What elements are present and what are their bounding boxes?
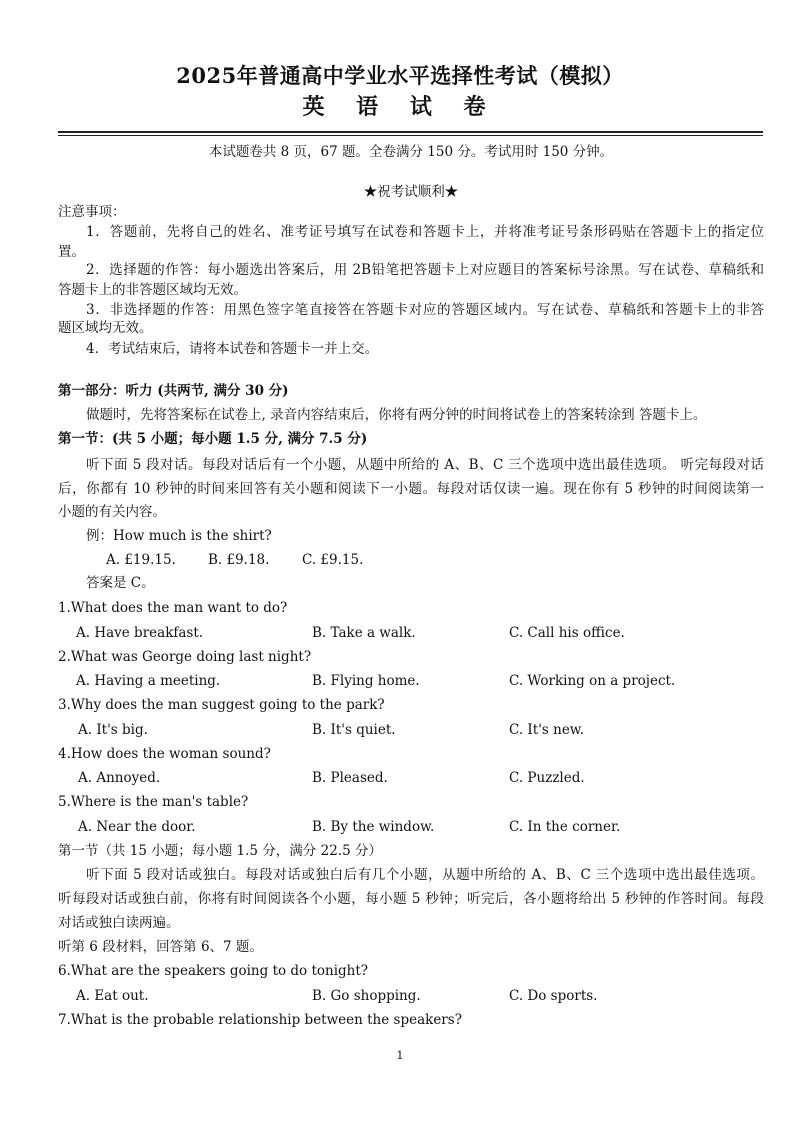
- notice-item-3: 3．非选择题的作答：用黑色签字笔直接答在答题卡对应的答题区域内。写在试卷、草稿纸和答题卡上的非答: [86, 302, 764, 318]
- q4-option-b: B. Pleased.: [312, 770, 388, 786]
- example-answer: 答案是 C。: [86, 575, 155, 591]
- q1-option-a: A. Have breakfast.: [76, 625, 204, 641]
- header-divider-thick: [58, 131, 763, 133]
- example-option-b: B. £9.18.: [208, 552, 270, 568]
- part1-instruction: 做题时，先将答案标在试卷上, 录音内容结束后，你将有两分钟的时间将试卷上的答案转涂到 答题卡上。: [86, 407, 707, 423]
- question-2: 2.What was George doing last night?: [58, 649, 312, 665]
- notice-item-3-cont: 题区域均无效。: [58, 320, 153, 336]
- exam-subtitle: 英 语 试 卷: [302, 94, 498, 120]
- q2-option-a: A. Having a meeting.: [76, 673, 221, 689]
- good-luck-wish: ★祝考试顺利★: [363, 184, 459, 200]
- question-7: 7.What is the probable relationship between the speakers?: [58, 1012, 462, 1028]
- q1-option-c: C. Call his office.: [509, 625, 625, 641]
- section1-instruction-3: 小题的有关内容。: [58, 504, 166, 520]
- exam-info: 本试题卷共 8 页，67 题。全卷满分 150 分。考试用时 150 分钟。: [208, 144, 614, 160]
- q4-option-a: A. Annoyed.: [78, 770, 161, 786]
- section1-instruction-1: 听下面 5 段对话。每段对话后有一个小题，从题中所给的 A、B、C 三个选项中选出最佳选项。 听完每段对话: [86, 457, 764, 473]
- notice-item-1-cont: 置。: [58, 244, 85, 260]
- q5-option-c: C. In the corner.: [509, 819, 621, 835]
- q3-option-c: C. It's new.: [509, 722, 585, 738]
- q3-option-b: B. It's quiet.: [312, 722, 396, 738]
- q6-option-c: C. Do sports.: [509, 988, 598, 1004]
- section2-heading: 第一节（共 15 小题；每小题 1.5 分，满分 22.5 分）: [58, 843, 382, 859]
- example-question: 例：How much is the shirt?: [86, 528, 272, 544]
- section1-heading: 第一节：(共 5 小题；每小题 1.5 分, 满分 7.5 分): [58, 431, 368, 447]
- notice-item-2-cont: 答题卡上的非答题区域均无效。: [58, 282, 247, 298]
- notice-item-2: 2．选择题的作答：每小题选出答案后，用 2B铅笔把答题卡上对应题目的答案标号涂黑。写在试卷、草稿纸和: [86, 262, 764, 278]
- header-divider-thin: [58, 135, 763, 136]
- example-option-a: A. £19.15.: [106, 552, 176, 568]
- q1-option-b: B. Take a walk.: [312, 625, 416, 641]
- part1-heading: 第一部分：听力 (共两节, 满分 30 分): [58, 383, 289, 399]
- section2-instruction-2: 听每段对话或独白前，你将有时间阅读各个小题，每小题 5 秒钟；听完后，各小题将给出 5 秒钟的作答时间。每段: [58, 891, 764, 907]
- section2-instruction-1: 听下面 5 段对话或独白。每段对话或独白后有几个小题，从题中所给的 A、B、C 三个选项中选出最佳选项。: [86, 867, 764, 883]
- q6-option-a: A. Eat out.: [76, 988, 149, 1004]
- question-1: 1.What does the man want to do?: [58, 600, 288, 616]
- question-3: 3.Why does the man suggest going to the park?: [58, 697, 385, 713]
- material-6-heading: 听第 6 段材料，回答第 6、7 题。: [58, 939, 263, 955]
- example-option-c: C. £9.15.: [302, 552, 364, 568]
- q2-option-b: B. Flying home.: [312, 673, 420, 689]
- q5-option-b: B. By the window.: [312, 819, 435, 835]
- notice-heading: 注意事项：: [58, 204, 126, 220]
- question-6: 6.What are the speakers going to do tonight?: [58, 963, 369, 979]
- page-number: 1: [396, 1049, 404, 1062]
- question-5: 5.Where is the man's table?: [58, 794, 249, 810]
- q4-option-c: C. Puzzled.: [509, 770, 585, 786]
- q3-option-a: A. It's big.: [78, 722, 148, 738]
- q5-option-a: A. Near the door.: [78, 819, 196, 835]
- question-4: 4.How does the woman sound?: [58, 746, 271, 762]
- notice-item-4: 4．考试结束后，请将本试卷和答题卡一并上交。: [86, 341, 379, 357]
- q6-option-b: B. Go shopping.: [312, 988, 421, 1004]
- section1-instruction-2: 后，你都有 10 秒钟的时间来回答有关小题和阅读下一小题。每段对话仅读一遍。现在你有 5 秒钟的时间阅读第一: [58, 481, 764, 497]
- section2-instruction-3: 对话或独白读两遍。: [58, 915, 180, 931]
- exam-title: 2025年普通高中学业水平选择性考试（模拟）: [176, 63, 624, 88]
- notice-item-1: 1．答题前，先将自己的姓名、准考证号填写在试卷和答题卡上，并将准考证号条形码贴在答题卡上的指定位: [86, 224, 764, 240]
- q2-option-c: C. Working on a project.: [509, 673, 676, 689]
